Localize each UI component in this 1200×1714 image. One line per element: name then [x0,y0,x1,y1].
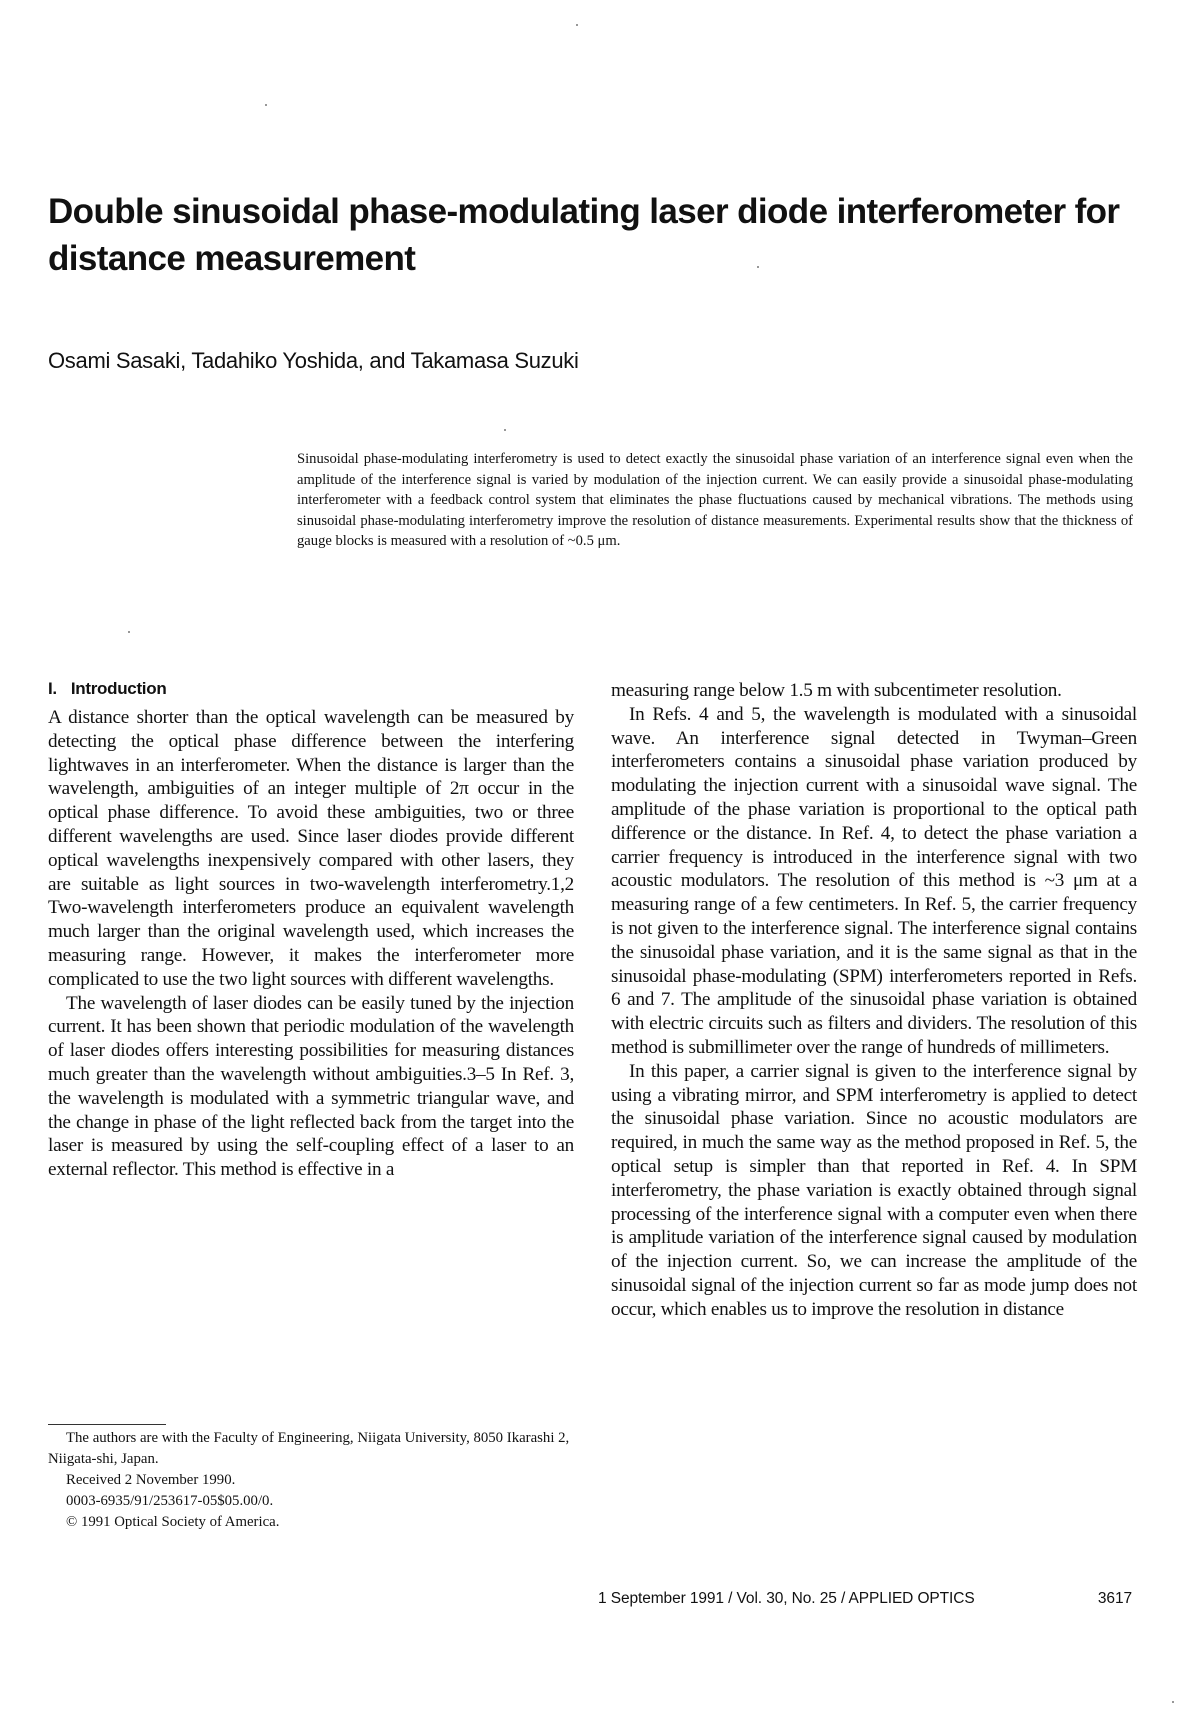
scan-speck [1172,1701,1174,1703]
footnote-code: 0003-6935/91/253617-05$05.00/0. [66,1493,274,1509]
footnote-rule [48,1424,166,1425]
footnote-affiliation: The authors are with the Faculty of Engineering, Niigata University, 8050 Ikarashi 2, Niigata-shi, Japan. [48,1430,570,1467]
section-heading [48,678,574,700]
page-number: 3617 [1097,1590,1132,1607]
section-title: Introduction [70,679,167,698]
section-number: I. [48,679,57,698]
scan-speck [128,631,130,633]
footnote-received: Received 2 November 1990. [66,1472,236,1488]
right-paragraph-2: In Refs. 4 and 5, the wavelength is modulated with a sinusoidal wave. An interference signal detected in Twyman–Green interferometers contains a sinusoidal phase variation produced by modulating the injection current with a sinusoidal wave signal. The amplitude of the phase variation is proportional to the optical path difference or the distance. In Ref. 4, to detect the phase variation a carrier frequency is introduced in the interference signal with two acoustic modulators. The resolution of this method is ~3 μm at a measuring range of a few centimeters. In Ref. 5, the carrier frequency is not given to the interference signal. The interference signal contains the sinusoidal phase variation, and it is the same signal as that in the sinusoidal phase-modulating (SPM) interferometers reported in Refs. 6 and 7. The amplitude of the sinusoidal phase variation is obtained with electric circuits such as filters and dividers. The resolution of this method is submillimeter over the range of hundreds of millimeters. [611,703,1137,1058]
article-authors: Osami Sasaki, Tadahiko Yoshida, and Takamasa Suzuki [48,348,579,373]
scan-speck [504,429,506,431]
scan-speck [265,104,267,106]
footnote-copyright: © 1991 Optical Society of America. [66,1514,280,1530]
article-abstract: Sinusoidal phase-modulating interferometry is used to detect exactly the sinusoidal phase variation of an interference signal even when the amplitude of the interference signal is varied by modulation of the injection current. We can easily provide a sinusoidal phase-modulating interferometer with a feedback control system that eliminates the phase fluctuations caused by mechanical vibrations. The methods using sinusoidal phase-modulating interferometry improve the resolution of distance measurements. Experimental results show that the thickness of gauge blocks is measured with a resolution of ~0.5 μm. [297,451,1133,550]
left-column [48,678,574,1182]
footer-citation: 1 September 1991 / Vol. 30, No. 25 / APPLIED OPTICS [598,1590,975,1607]
right-column [611,679,1137,1322]
intro-paragraph-2: The wavelength of laser diodes can be easily tuned by the injection current. It has been shown that periodic modulation of the wavelength of laser diodes offers interesting possibilities for measuring distances much greater than the wavelength without ambiguities.3–5 In Ref. 3, the wavelength is modulated with a symmetric triangular wave, and the change in phase of the light reflected back from the target into the laser is measured by using the self-coupling effect of a laser to an external reflector. This method is effective in a [48,992,574,1181]
right-paragraph-1: measuring range below 1.5 m with subcentimeter resolution. [611,680,1062,701]
article-title: Double sinusoidal phase-modulating laser diode interferometer for distance measurement [48,192,1120,278]
running-footer [598,1589,1132,1609]
scan-speck [576,24,578,26]
intro-paragraph-1: A distance shorter than the optical wavelength can be measured by detecting the optical phase difference between the interfering lightwaves in an interferometer. When the distance is larger than the wavelength, ambiguities of an integer multiple of 2π occur in the optical phase difference. To avoid these ambiguities, two or three different wavelengths are used. Since laser diodes provide different optical wavelengths inexpensively compared with other lasers, they are suitable as light sources in two-wavelength interferometry.1,2 Two-wavelength interferometers produce an equivalent wavelength much larger than the original wavelength used, which increases the measuring range. However, it makes the interferometer more complicated to use the two light sources with different wavelengths. [48,707,574,990]
footnotes [48,1428,574,1533]
right-paragraph-3: In this paper, a carrier signal is given to the interference signal by using a vibrating mirror, and SPM interferometry is applied to detect the sinusoidal phase variation. Since no acoustic modulators are required, in much the same way as the method proposed in Ref. 5, the optical setup is simpler than that reported in Ref. 4. In SPM interferometry, the phase variation is exactly obtained through signal processing of the interference signal with a computer even when there is amplitude variation of the interference signal caused by modulation of the injection current. So, we can increase the amplitude of the sinusoidal signal of the injection current so far as mode jump does not occur, which enables us to improve the resolution in distance [611,1060,1137,1320]
